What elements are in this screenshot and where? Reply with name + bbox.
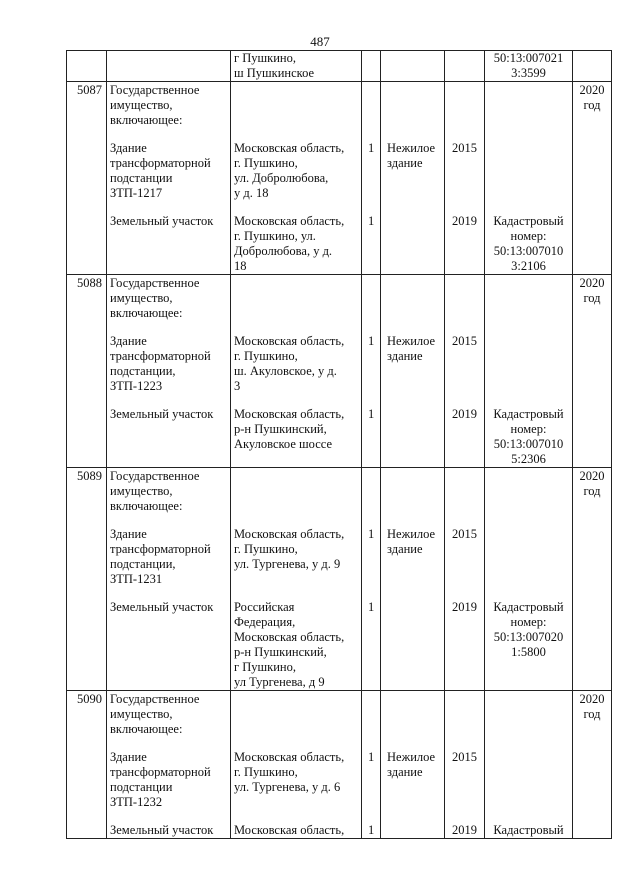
item-address-line: у д. 18 (234, 186, 269, 200)
item-name (107, 51, 231, 82)
group-label (107, 275, 231, 322)
group-label-line: Государственное (110, 469, 200, 483)
item-address (231, 275, 362, 322)
item-name (107, 737, 231, 810)
group-label (107, 82, 231, 129)
item-type (381, 587, 445, 691)
item-name-line: Здание (110, 750, 147, 764)
item-quantity (362, 468, 381, 515)
item-year (445, 691, 485, 738)
item-note-line: номер: (510, 229, 547, 243)
item-note (485, 691, 573, 738)
row-number (67, 810, 107, 839)
item-type (381, 321, 445, 394)
item-period (573, 128, 612, 201)
item-period (573, 810, 612, 839)
item-address (231, 394, 362, 468)
item-quantity (362, 275, 381, 322)
item-address-line: г. Пушкино, ул. (234, 229, 316, 243)
item-row (67, 394, 612, 468)
item-name (107, 201, 231, 275)
item-note (485, 737, 573, 810)
item-address-line: Российская (234, 600, 295, 614)
row-number (67, 514, 107, 587)
item-note (485, 321, 573, 394)
item-address-line: ул. Тургенева, у д. 9 (234, 557, 341, 571)
item-address-line: ул Тургенева, д 9 (234, 675, 325, 689)
item-quantity (362, 201, 381, 275)
item-note (485, 51, 573, 82)
item-name-line: ЗТП-1231 (110, 572, 163, 586)
item-quantity (362, 514, 381, 587)
item-period-line: 2020 (579, 469, 605, 483)
item-year-line: 2015 (452, 750, 477, 764)
item-quantity-line: 1 (368, 823, 375, 837)
item-period-line: год (583, 707, 601, 721)
item-note (485, 514, 573, 587)
item-year-line: 2019 (452, 823, 477, 837)
item-address-line: Московская область, (234, 141, 345, 155)
item-address-line: г Пушкино, (234, 660, 296, 674)
group-label-line: включающее: (110, 722, 183, 736)
item-type-line: здание (387, 542, 423, 556)
item-type-line: здание (387, 156, 423, 170)
item-row (67, 810, 612, 839)
item-row (67, 587, 612, 691)
item-note (485, 275, 573, 322)
item-quantity (362, 321, 381, 394)
item-period (573, 468, 612, 515)
item-type-line: Нежилое (387, 750, 436, 764)
group-row-5089 (67, 468, 612, 515)
item-quantity-line: 1 (368, 407, 375, 421)
item-name (107, 514, 231, 587)
item-period (573, 737, 612, 810)
item-note-line: номер: (510, 615, 547, 629)
item-name-line: подстанции (110, 171, 173, 185)
item-address (231, 82, 362, 129)
item-address-line: г Пушкино, (234, 51, 296, 65)
item-address-line: г. Пушкино, (234, 349, 298, 363)
item-quantity (362, 82, 381, 129)
group-label-line: Государственное (110, 692, 200, 706)
item-name-line: Земельный участок (110, 823, 214, 837)
group-label-line: включающее: (110, 113, 183, 127)
item-period-line: год (583, 98, 601, 112)
group-label-line: имущество, (110, 707, 173, 721)
item-type-line: Нежилое (387, 141, 436, 155)
group-label (107, 468, 231, 515)
item-address-line: Добролюбова, у д. (234, 244, 333, 258)
item-address (231, 51, 362, 82)
item-period (573, 321, 612, 394)
group-label-line: включающее: (110, 499, 183, 513)
item-note-line: 50:13:007010 (493, 244, 564, 258)
item-name-line: Здание (110, 141, 147, 155)
item-address-line: 3 (234, 379, 241, 393)
item-address-line: р-н Пушкинский, (234, 645, 327, 659)
item-address-line: ш Пушкинское (234, 66, 315, 80)
item-quantity-line: 1 (368, 141, 375, 155)
item-note (485, 810, 573, 839)
row-number (67, 51, 107, 82)
item-year (445, 737, 485, 810)
item-year-line: 2019 (452, 407, 477, 421)
item-address-line: ш. Акуловское, у д. (234, 364, 337, 378)
item-type (381, 810, 445, 839)
item-quantity-line: 1 (368, 527, 375, 541)
group-label-line: включающее: (110, 306, 183, 320)
item-period (573, 82, 612, 129)
item-year (445, 128, 485, 201)
group-label-line: Государственное (110, 83, 200, 97)
item-note-line: 50:13:007021 (493, 51, 564, 65)
item-quantity (362, 691, 381, 738)
item-note-line: Кадастровый (493, 823, 564, 837)
item-address-line: Московская область, (234, 214, 345, 228)
group-label-line: имущество, (110, 484, 173, 498)
item-name-line: Земельный участок (110, 600, 214, 614)
item-type (381, 394, 445, 468)
item-period (573, 394, 612, 468)
group-label-line: имущество, (110, 98, 173, 112)
item-address-line: 18 (234, 259, 247, 273)
item-type (381, 514, 445, 587)
item-name-line: Здание (110, 527, 147, 541)
row-number (67, 275, 107, 322)
item-quantity-line: 1 (368, 750, 375, 764)
row-number (67, 468, 107, 515)
item-note (485, 587, 573, 691)
continuation-row (67, 51, 612, 82)
item-type (381, 691, 445, 738)
item-period (573, 587, 612, 691)
row-number (67, 201, 107, 275)
item-quantity-line: 1 (368, 600, 375, 614)
row-number (67, 587, 107, 691)
item-address (231, 321, 362, 394)
item-year-line: 2015 (452, 527, 477, 541)
item-year (445, 275, 485, 322)
item-address (231, 468, 362, 515)
item-address (231, 737, 362, 810)
item-note-line: 50:13:007010 (493, 437, 564, 451)
item-name-line: ЗТП-1223 (110, 379, 163, 393)
item-row (67, 514, 612, 587)
item-name-line: ЗТП-1217 (110, 186, 163, 200)
item-name-line: Земельный участок (110, 407, 214, 421)
item-note (485, 468, 573, 515)
item-name-line: подстанции (110, 780, 173, 794)
item-type-line: здание (387, 765, 423, 779)
item-row (67, 321, 612, 394)
item-type (381, 51, 445, 82)
item-note-line: 50:13:007020 (493, 630, 564, 644)
group-label (107, 691, 231, 738)
item-note (485, 128, 573, 201)
item-type-line: здание (387, 349, 423, 363)
item-year (445, 468, 485, 515)
item-name (107, 321, 231, 394)
item-quantity (362, 394, 381, 468)
item-name-line: Земельный участок (110, 214, 214, 228)
item-year (445, 321, 485, 394)
item-address-line: Московская область, (234, 750, 345, 764)
item-type (381, 737, 445, 810)
item-note-line: 3:3599 (511, 66, 546, 80)
item-note (485, 82, 573, 129)
row-number (67, 394, 107, 468)
item-name (107, 128, 231, 201)
item-quantity-line: 1 (368, 214, 375, 228)
item-period (573, 51, 612, 82)
item-name-line: подстанции, (110, 364, 176, 378)
item-type (381, 275, 445, 322)
item-name-line: подстанции, (110, 557, 176, 571)
item-period-line: год (583, 484, 601, 498)
item-period (573, 275, 612, 322)
item-name-line: ЗТП-1232 (110, 795, 163, 809)
item-note-line: 1:5800 (511, 645, 546, 659)
item-note-line: Кадастровый (493, 600, 564, 614)
item-type (381, 128, 445, 201)
group-row-5090 (67, 691, 612, 738)
item-note (485, 394, 573, 468)
item-address-line: Московская область, (234, 407, 345, 421)
item-note (485, 201, 573, 275)
item-period-line: год (583, 291, 601, 305)
item-address (231, 691, 362, 738)
item-note-line: номер: (510, 422, 547, 436)
group-row-5087 (67, 82, 612, 129)
item-address-line: Московская область, (234, 823, 345, 837)
row-number (67, 321, 107, 394)
item-period (573, 201, 612, 275)
item-address-line: р-н Пушкинский, (234, 422, 327, 436)
item-address-line: Московская область, (234, 630, 345, 644)
item-quantity (362, 587, 381, 691)
item-year-line: 2019 (452, 600, 477, 614)
item-address-line: ул. Добролюбова, (234, 171, 329, 185)
row-number-line: 5090 (77, 692, 102, 706)
item-year (445, 394, 485, 468)
item-period-line: 2020 (579, 276, 605, 290)
item-type (381, 201, 445, 275)
item-type-line: Нежилое (387, 527, 436, 541)
item-address (231, 810, 362, 839)
page-number: 487 (310, 34, 330, 49)
item-address-line: Московская область, (234, 334, 345, 348)
item-name-line: трансформаторной (110, 542, 211, 556)
item-note-line: Кадастровый (493, 214, 564, 228)
item-note-line: 5:2306 (511, 452, 546, 466)
row-number (67, 737, 107, 810)
item-name-line: трансформаторной (110, 156, 211, 170)
item-address-line: г. Пушкино, (234, 765, 298, 779)
group-row-5088 (67, 275, 612, 322)
item-note-line: Кадастровый (493, 407, 564, 421)
row-number (67, 128, 107, 201)
item-period-line: 2020 (579, 692, 605, 706)
item-year (445, 514, 485, 587)
row-number-line: 5089 (77, 469, 102, 483)
item-year (445, 587, 485, 691)
item-name (107, 587, 231, 691)
item-address-line: г. Пушкино, (234, 156, 298, 170)
table-body (67, 51, 612, 839)
item-period (573, 514, 612, 587)
item-name-line: трансформаторной (110, 349, 211, 363)
item-name (107, 810, 231, 839)
item-quantity (362, 737, 381, 810)
group-label-line: Государственное (110, 276, 200, 290)
item-quantity (362, 51, 381, 82)
item-year-line: 2015 (452, 334, 477, 348)
item-quantity-line: 1 (368, 334, 375, 348)
item-period-line: 2020 (579, 83, 605, 97)
item-address (231, 128, 362, 201)
row-number-line: 5087 (77, 83, 102, 97)
item-address-line: ул. Тургенева, у д. 6 (234, 780, 341, 794)
item-type-line: Нежилое (387, 334, 436, 348)
item-name-line: Здание (110, 334, 147, 348)
item-quantity (362, 128, 381, 201)
item-address (231, 514, 362, 587)
row-number-line: 5088 (77, 276, 102, 290)
item-type (381, 468, 445, 515)
item-year (445, 82, 485, 129)
item-note-line: 3:2106 (511, 259, 546, 273)
item-address (231, 587, 362, 691)
item-year (445, 51, 485, 82)
item-year (445, 201, 485, 275)
item-row (67, 737, 612, 810)
item-name (107, 394, 231, 468)
item-quantity (362, 810, 381, 839)
item-year-line: 2015 (452, 141, 477, 155)
item-address-line: г. Пушкино, (234, 542, 298, 556)
item-address (231, 201, 362, 275)
row-number (67, 691, 107, 738)
item-address-line: Акуловское шоссе (234, 437, 332, 451)
item-address-line: Федерация, (234, 615, 296, 629)
row-number (67, 82, 107, 129)
item-row (67, 201, 612, 275)
group-label-line: имущество, (110, 291, 173, 305)
item-address-line: Московская область, (234, 527, 345, 541)
item-period (573, 691, 612, 738)
item-name-line: трансформаторной (110, 765, 211, 779)
item-year (445, 810, 485, 839)
item-year-line: 2019 (452, 214, 477, 228)
item-type (381, 82, 445, 129)
item-row (67, 128, 612, 201)
property-table (66, 50, 612, 839)
